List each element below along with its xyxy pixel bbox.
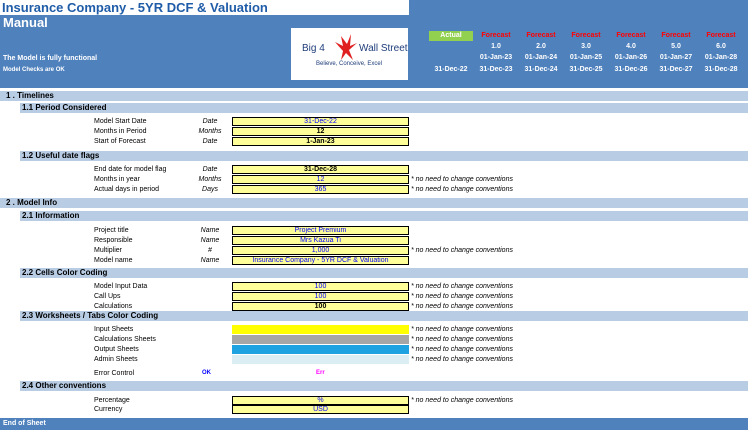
section-model-info: 2 . Model Info	[0, 198, 748, 208]
logo-text-right: Wall Street	[359, 43, 408, 54]
timeline-end-date: 31-Dec-25	[569, 66, 603, 73]
page-title: Insurance Company - 5YR DCF & Valuation	[0, 0, 409, 15]
timeline-index: 5.0	[671, 43, 681, 50]
row-label: Error Control	[94, 370, 135, 377]
eagle-icon	[333, 34, 359, 62]
input-sheet-color-swatch	[232, 325, 409, 334]
row-label: End date for model flag	[94, 166, 167, 173]
subsection-cells-color-coding: 2.2 Cells Color Coding	[20, 268, 748, 278]
row-label: Calculations	[94, 303, 133, 310]
convention-note: * no need to change conventions	[411, 176, 513, 183]
row-unit: Name	[200, 257, 220, 264]
model-status-note: The Model is fully functional	[3, 55, 98, 62]
timeline-start-date: 01-Jan-23	[479, 54, 513, 61]
convention-note: * no need to change conventions	[411, 247, 513, 254]
row-unit: Date	[202, 118, 218, 125]
subsection-other-conventions: 2.4 Other conventions	[20, 381, 748, 391]
subsection-period-considered: 1.1 Period Considered	[20, 103, 748, 113]
logo-tagline: Believe, Conceive, Excel	[316, 61, 383, 67]
timeline-start-date: 01-Jan-26	[614, 54, 648, 61]
months-in-period-cell[interactable]: 12	[232, 127, 409, 136]
convention-note: * no need to change conventions	[411, 326, 513, 333]
timeline-end-date: 31-Dec-27	[659, 66, 693, 73]
timeline-label-forecast: Forecast	[609, 31, 653, 41]
row-label: Model Start Date	[94, 118, 147, 125]
convention-note: * no need to change conventions	[411, 283, 513, 290]
convention-note: * no need to change conventions	[411, 346, 513, 353]
logo-text-left: Big 4	[302, 43, 325, 54]
call-ups-sample-cell[interactable]: 100	[232, 292, 409, 301]
row-label: Admin Sheets	[94, 356, 138, 363]
calculations-sample-cell[interactable]: 100	[232, 302, 409, 311]
row-label: Start of Forecast	[94, 138, 146, 145]
calc-sheet-color-swatch	[232, 335, 409, 344]
timeline-index: 1.0	[491, 43, 501, 50]
timeline-start-date: 01-Jan-25	[569, 54, 603, 61]
row-unit: Months	[198, 128, 222, 135]
model-checks-note: Model Checks are OK	[3, 67, 65, 73]
timeline-end-date: 31-Dec-22	[434, 66, 468, 73]
row-unit: Months	[198, 176, 222, 183]
model-name-input[interactable]: Insurance Company - 5YR DCF & Valuation	[232, 256, 409, 265]
timeline-label-forecast: Forecast	[654, 31, 698, 41]
timeline-index: 6.0	[716, 43, 726, 50]
error-control-err: Err	[316, 370, 325, 376]
model-input-sample-cell[interactable]: 100	[232, 282, 409, 291]
row-label: Actual days in period	[94, 186, 159, 193]
convention-note: * no need to change conventions	[411, 336, 513, 343]
row-unit: Date	[202, 138, 218, 145]
output-sheet-color-swatch	[232, 345, 409, 354]
timeline-start-date: 01-Jan-28	[704, 54, 738, 61]
project-title-input[interactable]: Project Premium	[232, 226, 409, 235]
timeline-label-forecast: Forecast	[474, 31, 518, 41]
page-subtitle: Manual	[3, 15, 48, 30]
responsible-input[interactable]: Mrs Kazua Ti	[232, 236, 409, 245]
timeline-end-date: 31-Dec-28	[704, 66, 738, 73]
row-label: Currency	[94, 406, 123, 413]
row-unit: Days	[202, 186, 218, 193]
row-unit: Date	[202, 166, 218, 173]
months-in-year-input[interactable]: 12	[232, 175, 409, 184]
timeline-start-date: 01-Jan-27	[659, 54, 693, 61]
row-label: Percentage	[94, 397, 130, 404]
end-of-sheet-bar: End of Sheet	[0, 418, 748, 430]
timeline-label-forecast: Forecast	[519, 31, 563, 41]
row-label: Responsible	[94, 237, 133, 244]
row-label: Months in year	[94, 176, 140, 183]
end-date-cell[interactable]: 31-Dec-28	[232, 165, 409, 174]
company-logo	[291, 28, 408, 80]
multiplier-input[interactable]: 1,000	[232, 246, 409, 255]
row-label: Multiplier	[94, 247, 123, 254]
row-unit: #	[208, 247, 212, 254]
timeline-index: 2.0	[536, 43, 546, 50]
row-unit: Name	[200, 237, 220, 244]
row-label: Model name	[94, 257, 133, 264]
admin-sheet-color-swatch	[232, 355, 409, 364]
timeline-label-forecast: Forecast	[564, 31, 608, 41]
convention-note: * no need to change conventions	[411, 293, 513, 300]
row-label: Months in Period	[94, 128, 147, 135]
error-control-ok: OK	[202, 370, 211, 376]
row-label: Model Input Data	[94, 283, 148, 290]
row-unit: Name	[200, 227, 220, 234]
row-label: Project title	[94, 227, 129, 234]
row-label: Input Sheets	[94, 326, 134, 333]
timeline-end-date: 31-Dec-24	[524, 66, 558, 73]
timeline-start-date: 01-Jan-24	[524, 54, 558, 61]
convention-note: * no need to change conventions	[411, 303, 513, 310]
subsection-worksheets-color-coding: 2.3 Worksheets / Tabs Color Coding	[20, 311, 748, 321]
convention-note: * no need to change conventions	[411, 356, 513, 363]
model-start-date-input[interactable]: 31-Dec-22	[232, 117, 409, 126]
timeline-label-actual: Actual	[429, 31, 473, 41]
section-timelines: 1 . Timelines	[0, 91, 748, 101]
start-of-forecast-cell[interactable]: 1-Jan-23	[232, 137, 409, 146]
convention-note: * no need to change conventions	[411, 186, 513, 193]
timeline-end-date: 31-Dec-26	[614, 66, 648, 73]
subsection-useful-date-flags: 1.2 Useful date flags	[20, 151, 748, 161]
convention-note: * no need to change conventions	[411, 397, 513, 404]
subsection-information: 2.1 Information	[20, 211, 748, 221]
row-label: Calculations Sheets	[94, 336, 156, 343]
timeline-index: 3.0	[581, 43, 591, 50]
timeline-index: 4.0	[626, 43, 636, 50]
timeline-end-date: 31-Dec-23	[479, 66, 513, 73]
timeline-label-forecast: Forecast	[699, 31, 743, 41]
row-label: Call Ups	[94, 293, 121, 300]
currency-input[interactable]: USD	[232, 405, 409, 414]
row-label: Output Sheets	[94, 346, 139, 353]
percentage-input[interactable]: %	[232, 396, 409, 405]
days-in-period-input[interactable]: 365	[232, 185, 409, 194]
